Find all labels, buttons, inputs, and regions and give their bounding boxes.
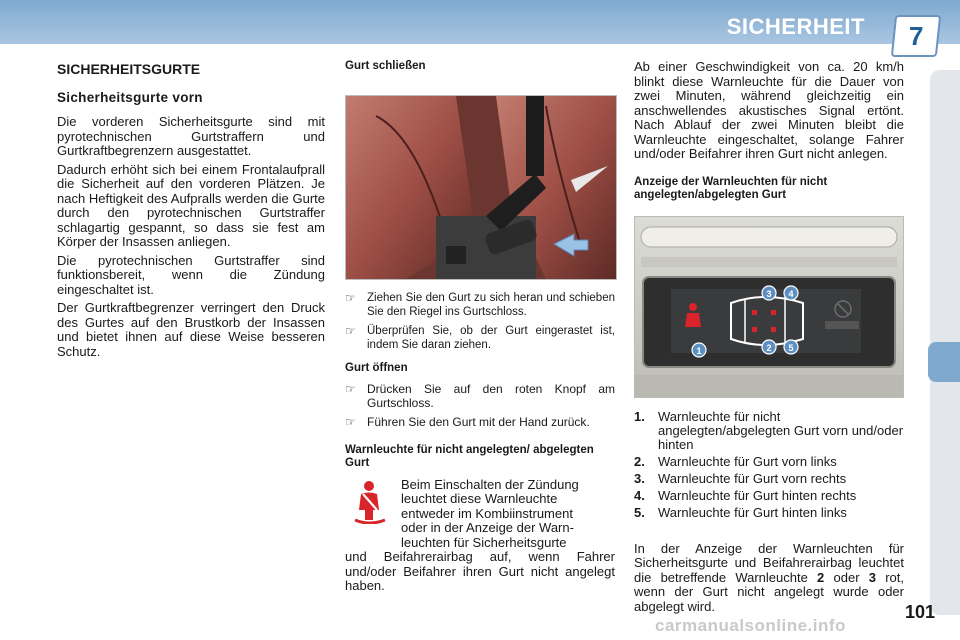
seat-belt-photo <box>345 95 617 280</box>
chapter-title: SICHERHEIT <box>726 14 865 39</box>
page-number: 101 <box>905 602 936 622</box>
warning-line: oder in der Anzeige der Warn- <box>401 520 574 535</box>
list-item: 2. Warnleuchte für Gurt vorn links <box>634 453 837 469</box>
bullet-item: ☞ Überprüfen Sie, ob der Gurt eingerastet ist, indem Sie daran ziehen. <box>345 324 615 351</box>
warning-heading: Warnleuchte für nicht angelegten/ abgelegten Gurt <box>345 443 594 469</box>
pointing-hand-icon: ☞ <box>345 291 356 305</box>
paragraph: Die pyrotechnischen Gurtstraffer sind funktionsbereit, wenn die Zündung eingeschaltet ist. <box>57 252 325 297</box>
warning-line: entweder im Kombiinstrument <box>401 505 573 521</box>
warning-paragraph: und Beifahrerairbag auf, wenn Fahrer und/oder Beifahrer ihren Gurt nicht angelegt haben. <box>345 549 615 593</box>
chapter-number-badge <box>891 15 941 57</box>
svg-text:3: 3 <box>766 288 772 299</box>
warning-line: Beim Einschalten der Zündung <box>401 476 579 492</box>
svg-text:5: 5 <box>788 342 794 353</box>
column-1 <box>57 60 325 363</box>
callout-3 <box>762 286 776 300</box>
warning-line: leuchten für Sicherheitsgurte <box>401 534 567 550</box>
warning-block <box>345 478 615 594</box>
close-heading: Gurt schließen <box>345 60 426 72</box>
list-item: 1. Warnleuchte für nicht angelegten/abgelegten Gurt vorn und/oder hinten <box>634 408 904 452</box>
callout-1 <box>692 343 706 357</box>
bullet-item: ☞ Ziehen Sie den Gurt zu sich heran und schieben Sie den Riegel ins Gurtschloss. <box>345 291 615 318</box>
list-item: 4. Warnleuchte für Gurt hinten rechts <box>634 487 857 503</box>
pointing-hand-icon: ☞ <box>345 382 356 396</box>
paragraph: Der Gurtkraftbegrenzer verringert den Druck des Gurtes auf den Brustkorb der Insassen und bietet ihnen auf diese Weise besseren Schutz. <box>57 300 325 359</box>
column-2 <box>345 60 615 598</box>
list-item: 3. Warnleuchte für Gurt vorn rechts <box>634 470 847 486</box>
closing-paragraph: In der Anzeige der Warnleuchten für Sicherheitsgurte und Beifahrerairbag leuchtet die betreffende Warnleuchte 2 oder 3 rot, wenn der Gurt nicht angelegt wurde oder abgelegt wird. <box>634 540 904 614</box>
paragraph: Die vorderen Sicherheitsgurte sind mit pyrotechnischen Gurtstraffern und Gurtkraftbegrenzern ausgestattet. <box>57 114 325 158</box>
svg-text:4: 4 <box>788 288 794 299</box>
chapter-number: 7 <box>908 20 924 51</box>
section-title: SICHERHEITSGURTE <box>57 61 201 77</box>
callout-5 <box>784 340 798 354</box>
bullet-item: ☞ Führen Sie den Gurt mit der Hand zurück. <box>345 415 590 429</box>
pointing-hand-icon: ☞ <box>345 324 356 338</box>
callout-4 <box>784 286 798 300</box>
warning-display-photo <box>634 216 904 398</box>
watermark: carmanualsonline.info <box>655 616 846 635</box>
bullet-item: ☞ Drücken Sie auf den roten Knopf am Gurtschloss. <box>345 382 615 410</box>
legend-list <box>634 410 904 520</box>
seatbelt-warning-icon <box>351 480 389 524</box>
intro-paragraph: Ab einer Geschwindigkeit von ca. 20 km/h blinkt diese Warnleuchte für die Dauer von zwei Minuten, während gleichzeitig ein anschwellendes akustisches Signal ertönt. Nach Ablauf der zwei Minuten bleibt die Warnleuchte eingeschaltet, solange Fahrer und/oder Beifahrer ihren Gurt nicht anlegen. <box>634 59 904 161</box>
chapter-tab <box>928 342 960 382</box>
column-3 <box>634 60 904 618</box>
display-heading: Anzeige der Warnleuchten für nicht angelegten/abgelegten Gurt <box>634 175 828 201</box>
callout-2 <box>762 340 776 354</box>
pointing-hand-icon: ☞ <box>345 415 356 429</box>
paragraph: Dadurch erhöht sich bei einem Frontalaufprall die Sicherheit auf den vorderen Plätzen. Je nach Heftigkeit des Aufpralls werden die Gurte durch den pyrotechnischen Gurtstraffer schlagartig gespannt, so dass sie fest am Körper der Insassen anliegen. <box>57 161 325 249</box>
open-heading: Gurt öffnen <box>345 362 408 374</box>
subsection-title: Sicherheitsgurte vorn <box>57 89 203 105</box>
svg-text:2: 2 <box>766 342 772 353</box>
list-item: 5. Warnleuchte für Gurt hinten links <box>634 504 847 520</box>
svg-text:1: 1 <box>696 345 702 356</box>
warning-line: leuchtet diese Warnleuchte <box>401 491 558 506</box>
